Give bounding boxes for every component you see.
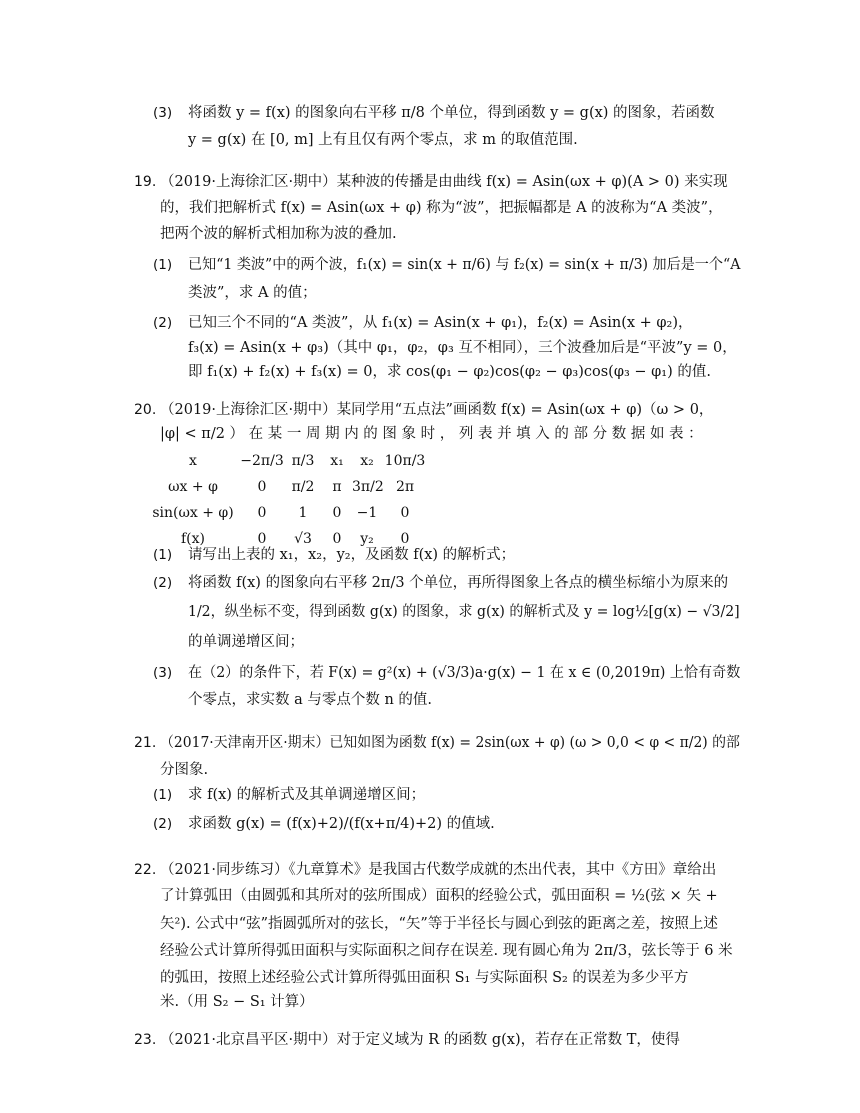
table-cell: −1 (356, 505, 378, 521)
table-cell: 0 (257, 531, 267, 547)
text-line: 已知三个不同的“A 类波”，从 f₁(x) = Asin(x + φ₁)，f₂(x) = Asin(x + φ₂)， (188, 315, 693, 331)
table-cell: y₂ (360, 531, 374, 547)
table-cell: 0 (257, 505, 267, 521)
text-line: 即 f₁(x) + f₂(x) + f₃(x) = 0，求 cos(φ₁ − φ₂)cos(φ₂ − φ₃)cos(φ₃ − φ₁) 的值. (188, 364, 711, 380)
text-line: 将函数 f(x) 的图象向右平移 2π/3 个单位，再所得图象上各点的横坐标缩小为原来的 (188, 575, 729, 591)
text-line: 请写出上表的 x₁，x₂，y₂，及函数 f(x) 的解析式； (188, 547, 516, 563)
question-number: 20. (134, 402, 157, 418)
text-line: 的单调递增区间； (188, 634, 304, 650)
table-row-header: ωx + φ (168, 479, 218, 495)
subpart-label: (1) (153, 787, 173, 803)
table-cell: 0 (332, 505, 342, 521)
text-line: y = g(x) 在 [0, m] 上有且仅有两个零点，求 m 的取值范围. (188, 132, 578, 148)
table-cell: 0 (332, 531, 342, 547)
table-row (148, 448, 428, 474)
table-cell: 0 (257, 479, 267, 495)
text-line: 求函数 g(x) = (f(x)+2)/(f(x+π/4)+2) 的值域. (188, 816, 495, 832)
table-cell: x₁ (330, 453, 344, 469)
text-line: 经验公式计算所得弧田面积与实际面积之间存在误差. 现有圆心角为 2π/3，弦长等于 6 米 (160, 943, 733, 959)
text-line: 将函数 y = f(x) 的图象向右平移 π/8 个单位，得到函数 y = g(x) 的图象，若函数 (188, 105, 715, 121)
text-line: 的，我们把解析式 f(x) = Asin(ωx + φ) 称为“波”，把振幅都是 A 的波称为“A 类波”， (160, 200, 723, 216)
table-cell: 0 (400, 531, 410, 547)
text-line: 分图象. (160, 762, 209, 778)
table-cell: 10π/3 (384, 453, 426, 469)
text-line: 把两个波的解析式相加称为波的叠加. (160, 226, 397, 242)
question-number: 21. (134, 735, 157, 751)
subpart-label: (3) (153, 665, 173, 681)
subpart-label: (2) (153, 816, 173, 832)
table-cell: x₂ (360, 453, 374, 469)
table-cell: 2π (395, 479, 415, 495)
table-row-header: x (189, 453, 197, 469)
question-number: 19. (134, 174, 157, 190)
text-line: （2019·上海徐汇区·期中）某同学用“五点法”画函数 f(x) = Asin(ωx + φ)（ω > 0， (160, 402, 714, 418)
table-cell: 1 (298, 505, 308, 521)
text-line: 矢²). 公式中“弦”指圆弧所对的弦长，“矢”等于半径长与圆心到弦的距离之差，按照上述 (160, 916, 718, 932)
table-cell: π (332, 479, 342, 495)
table-cell: π/2 (291, 479, 315, 495)
text-line: 了计算弧田（由圆弧和其所对的弦所围成）面积的经验公式，弧田面积 = ½(弦 × 矢 + (160, 888, 718, 904)
subpart-label: (3) (153, 105, 173, 121)
subpart-label: (1) (153, 547, 173, 563)
question-number: 22. (134, 862, 157, 878)
table-row-header: sin(ωx + φ) (152, 505, 234, 521)
table-cell: π/3 (291, 453, 315, 469)
text-line: 的弧田，按照上述经验公式计算所得弧田面积 S₁ 与实际面积 S₂ 的误差为多少平方 (160, 970, 689, 986)
text-line: f₃(x) = Asin(x + φ₃)（其中 φ₁，φ₂，φ₃ 互不相同），三个波叠加后是“平波”y = 0， (188, 340, 737, 356)
text-line: 个零点，求实数 a 与零点个数 n 的值. (188, 692, 433, 708)
table-row-header: f(x) (180, 531, 205, 547)
subpart-label: (2) (153, 315, 173, 331)
table-row (148, 474, 428, 500)
table-cell: −2π/3 (240, 453, 284, 469)
text-line: 在（2）的条件下，若 F(x) = g²(x) + (√3/3)a·g(x) − 1 在 x ∈ (0,2019π) 上恰有奇数 (188, 665, 741, 681)
table-cell: √3 (294, 531, 312, 547)
text-line: （2019·上海徐汇区·期中）某种波的传播是由曲线 f(x) = Asin(ωx + φ)(A > 0) 来实现 (160, 174, 728, 190)
text-line: 类波”，求 A 的值； (188, 285, 317, 301)
table-cell: 0 (400, 505, 410, 521)
text-line: 1/2，纵坐标不变，得到函数 g(x) 的图象，求 g(x) 的解析式及 y = log½[g(x) − √3/2] (188, 604, 740, 620)
text-line: 米.（用 S₂ − S₁ 计算） (160, 994, 314, 1010)
table-row (148, 500, 428, 526)
subpart-label: (1) (153, 257, 173, 273)
text-line: |φ| < π/2 ） 在 某 一 周 期 内 的 图 象 时 ， 列 表 并 填 入 的 部 分 数 据 如 表 ： (160, 426, 703, 442)
text-line: 已知“1 类波”中的两个波，f₁(x) = sin(x + π/6) 与 f₂(x) = sin(x + π/3) 加后是一个“A (188, 257, 741, 273)
question-number: 23. (134, 1032, 157, 1048)
text-line: 求 f(x) 的解析式及其单调递增区间； (188, 787, 426, 803)
table-cell: 3π/2 (352, 479, 384, 495)
text-line: （2021·北京昌平区·期中）对于定义域为 R 的函数 g(x)，若存在正常数 T，使得 (160, 1032, 680, 1048)
text-line: （2017·天津南开区·期末）已知如图为函数 f(x) = 2sin(ωx + φ) (ω > 0,0 < φ < π/2) 的部 (160, 735, 740, 751)
subpart-label: (2) (153, 575, 173, 591)
text-line: （2021·同步练习）《九章算术》是我国古代数学成就的杰出代表，其中《方田》章给出 (160, 862, 717, 878)
